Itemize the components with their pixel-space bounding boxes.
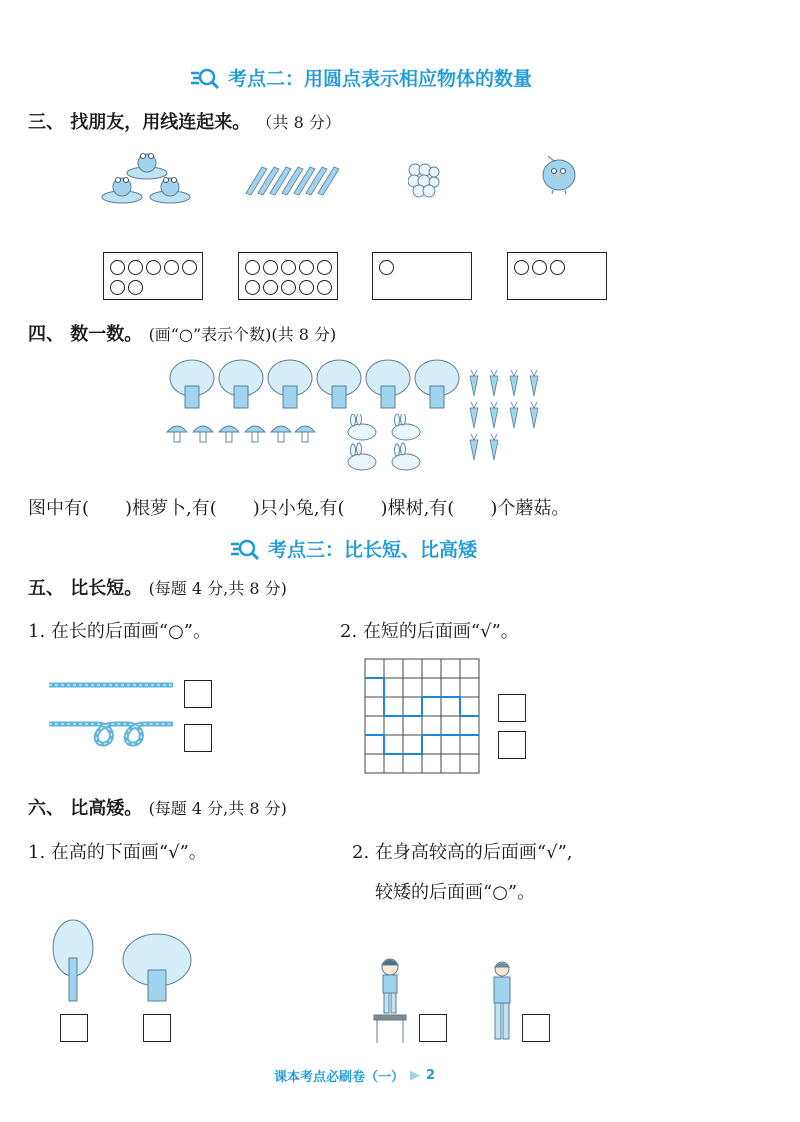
answer-box-long-rope-2[interactable] <box>184 724 212 752</box>
section4-note: (画“○”表示个数)(共 8 分) <box>148 325 337 344</box>
section6-q2-line1: 2. 在身高较高的后面画“√”, <box>352 842 573 863</box>
section4-title: 四、 数一数。 <box>28 324 143 345</box>
bird-illustration <box>538 153 580 195</box>
footer-text: 课本考点必刷卷（一） <box>274 1070 405 1085</box>
path-grid-illustration <box>364 658 481 775</box>
section5-heading <box>28 574 287 600</box>
dot-frame-3 <box>507 252 607 300</box>
tall-short-trees-illustration <box>45 918 200 1003</box>
trees-illustration <box>168 358 463 410</box>
answer-box-boy[interactable] <box>419 1014 447 1042</box>
carrots-illustration <box>466 368 548 470</box>
magnifier-icon <box>190 67 220 89</box>
footer-arrow-icon: ▶ <box>410 1068 421 1083</box>
section6-title: 六、 比高矮。 <box>28 798 143 819</box>
boy-on-stool-illustration <box>368 955 416 1045</box>
dot-frame-7 <box>103 252 203 300</box>
section3-heading <box>28 108 341 134</box>
dot-frame-1 <box>372 252 472 300</box>
kaodian2-heading <box>190 64 532 91</box>
answer-box-tree-2[interactable] <box>143 1014 171 1042</box>
kaodian3-title: 考点三：比长短、比高矮 <box>268 539 478 561</box>
section6-q2-line2: 较矮的后面画“○”。 <box>375 882 536 903</box>
section5-title: 五、 比长短。 <box>28 578 143 599</box>
answer-box-short-path-1[interactable] <box>498 694 526 722</box>
answer-box-long-rope-1[interactable] <box>184 680 212 708</box>
answer-box-tree-1[interactable] <box>60 1014 88 1042</box>
ropes-illustration <box>45 672 180 752</box>
section3-note: （共 8 分） <box>256 113 341 132</box>
magnifier-icon <box>230 538 260 560</box>
page-footer <box>274 1066 435 1085</box>
mushrooms-illustration <box>165 420 320 446</box>
answer-box-short-path-2[interactable] <box>498 731 526 759</box>
section4-heading <box>28 320 336 346</box>
section6-q1: 1. 在高的下面画“√”。 <box>28 842 207 863</box>
kaodian3-heading <box>230 535 477 562</box>
section5-q2: 2. 在短的后面画“√”。 <box>340 621 519 642</box>
rabbits-illustration <box>344 414 434 474</box>
section3-title: 三、 找朋友，用线连起来。 <box>28 112 251 133</box>
balls-cluster-illustration <box>408 162 440 198</box>
section5-q1: 1. 在长的后面画“○”。 <box>28 621 212 642</box>
kaodian2-title: 考点二：用圆点表示相应物体的数量 <box>228 68 533 90</box>
dot-frame-10 <box>238 252 338 300</box>
man-standing-illustration <box>484 960 520 1042</box>
section6-note: (每题 4 分,共 8 分) <box>148 799 287 818</box>
pencils-illustration <box>242 163 342 198</box>
section5-note: (每题 4 分,共 8 分) <box>148 579 287 598</box>
page-number: 2 <box>426 1068 436 1083</box>
frogs-on-lily-pads-illustration <box>100 145 195 210</box>
section6-heading <box>28 794 287 820</box>
count-answer-line: 图中有( )根萝卜,有( )只小兔,有( )棵树,有( )个蘑菇。 <box>28 498 570 519</box>
answer-box-man[interactable] <box>522 1014 550 1042</box>
